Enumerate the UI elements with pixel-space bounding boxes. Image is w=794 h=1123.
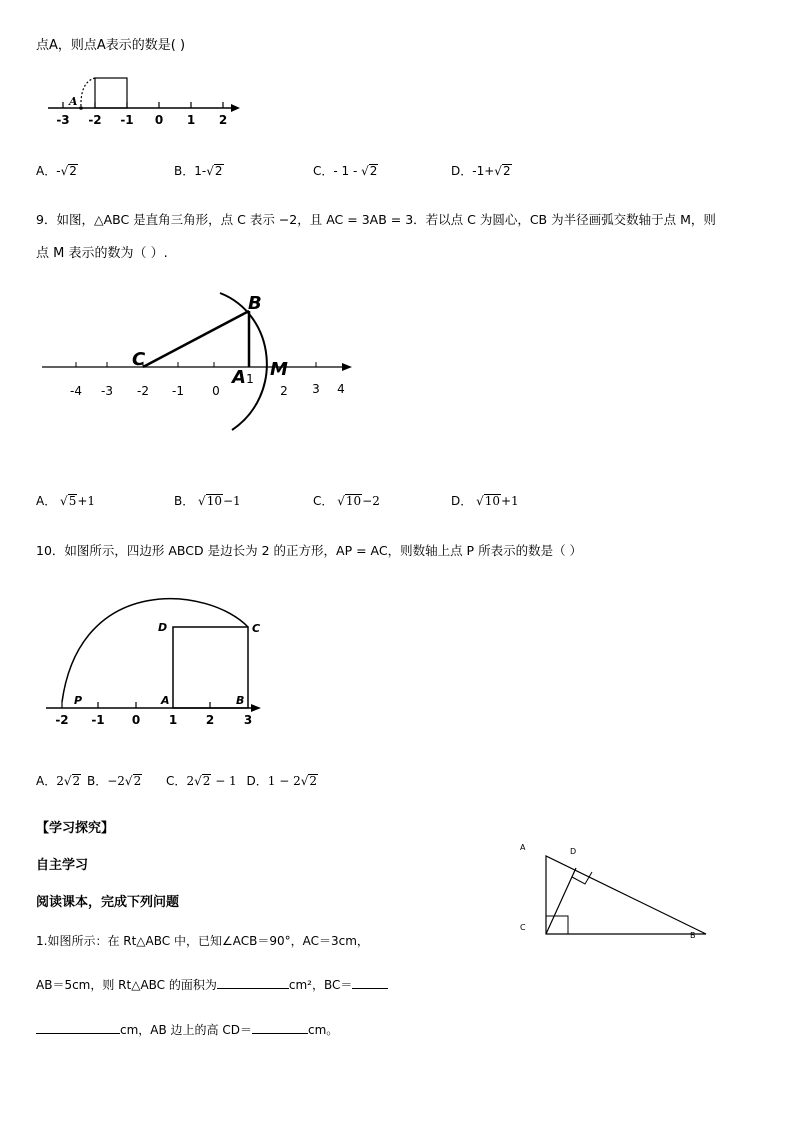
q9-option-d: D． √10+1 [451, 494, 519, 508]
q9-tick-label: 2 [280, 384, 288, 398]
q10-option-c: C．2√2 − 1 [166, 774, 237, 788]
q10-tick-label: 1 [168, 713, 178, 727]
q8-tick-label: -1 [120, 113, 134, 127]
q1-line1: 1.如图所示：在 Rt△ABC 中，已知∠ACB＝90°，AC＝3cm， [36, 934, 369, 948]
q8-option-c: C．- 1 - √2 [313, 164, 378, 178]
q1-bc-blank-part2 [36, 1021, 120, 1034]
q9-tick-label: 4 [337, 382, 345, 396]
q9-tick-label: -4 [70, 384, 82, 398]
q10-tick-label: 2 [205, 713, 215, 727]
section-sub-heading-self-study: 自主学习 [36, 858, 89, 873]
section-sub-heading-reading: 阅读课本，完成下列问题 [36, 895, 180, 910]
q9-tick-label: -2 [137, 384, 149, 398]
q10-tick-label: 0 [131, 713, 141, 727]
q8-option-a: A．-√2 [36, 164, 77, 178]
q8-option-d: D．-1+√2 [451, 164, 511, 178]
q9-point-m-label: M [270, 359, 288, 380]
q9-point-c-label: C [132, 349, 146, 370]
q10-stem: 10．如图所示，四边形 ABCD 是边长为 2 的正方形，AP = AC，则数轴上点 P 所表示的数是（ ） [36, 543, 583, 558]
section-header: 【学习探究】 [36, 821, 115, 836]
q8-option-b: B．1-√2 [174, 164, 223, 178]
q1-line2: AB＝5cm，则 Rt△ABC 的面积为 cm²，BC＝ [36, 976, 388, 993]
q9-option-c: C． √10−2 [313, 494, 380, 508]
q8-tick-label: 1 [186, 113, 196, 127]
q10-option-d: D．1 − 2√2 [246, 774, 318, 788]
q8-number-line-figure [40, 68, 250, 134]
q9-tick-label: -3 [101, 384, 113, 398]
q10-point-d-label: D [158, 621, 168, 634]
q10-tick-label: -1 [91, 713, 105, 727]
q10-square-figure [40, 592, 270, 730]
q10-option-a: A．2√2 [36, 774, 81, 788]
q8-tick-label: -3 [56, 113, 70, 127]
q10-tick-label: 3 [243, 713, 253, 727]
q1-fig-label-d: D [570, 847, 577, 856]
q1-fig-label-b: B [690, 931, 696, 940]
q9-stem-line2: 点 M 表示的数为（ ）. [36, 246, 168, 261]
q9-option-a: A． √5+1 [36, 494, 96, 508]
q8-tick-label: -2 [88, 113, 102, 127]
q8-point-a-label: A [69, 95, 78, 108]
q1-fig-label-a: A [520, 843, 526, 852]
q8-tick-label: 2 [218, 113, 228, 127]
q1-right-triangle-figure [510, 838, 720, 944]
q9-tick-label: 0 [212, 384, 220, 398]
q10-options [36, 772, 318, 789]
q10-point-a-label: A [161, 694, 170, 707]
q9-option-b: B． √10−1 [174, 494, 241, 508]
q10-point-c-label: C [252, 622, 261, 635]
q1-fig-label-c: C [520, 923, 526, 932]
q1-cd-blank [252, 1021, 308, 1034]
q10-point-p-label: P [74, 694, 83, 707]
q9-point-b-label: B [248, 293, 262, 314]
q1-line3: cm，AB 边上的高 CD＝ cm。 [36, 1021, 338, 1038]
q9-number-line-figure [36, 285, 366, 445]
q8-stem: 点A，则点A表示的数是( ) [36, 38, 186, 53]
q10-point-b-label: B [236, 694, 245, 707]
q9-stem-line1: 9．如图，△ABC 是直角三角形，点 C 表示 −2，且 AC = 3AB = 3．若以点 C 为圆心，CB 为半径画弧交数轴于点 M，则 [36, 212, 716, 227]
q10-option-b: B．−2√2 [86, 774, 142, 788]
q1-bc-blank-part1 [352, 976, 388, 989]
q1-area-blank [217, 976, 289, 989]
q8-tick-label: 0 [154, 113, 164, 127]
q9-point-a-label: A [232, 367, 246, 388]
q9-tick-label: 3 [312, 382, 320, 396]
q10-tick-label: -2 [55, 713, 69, 727]
q9-tick-label: -1 [172, 384, 184, 398]
q9-tick-label: 1 [246, 372, 254, 386]
